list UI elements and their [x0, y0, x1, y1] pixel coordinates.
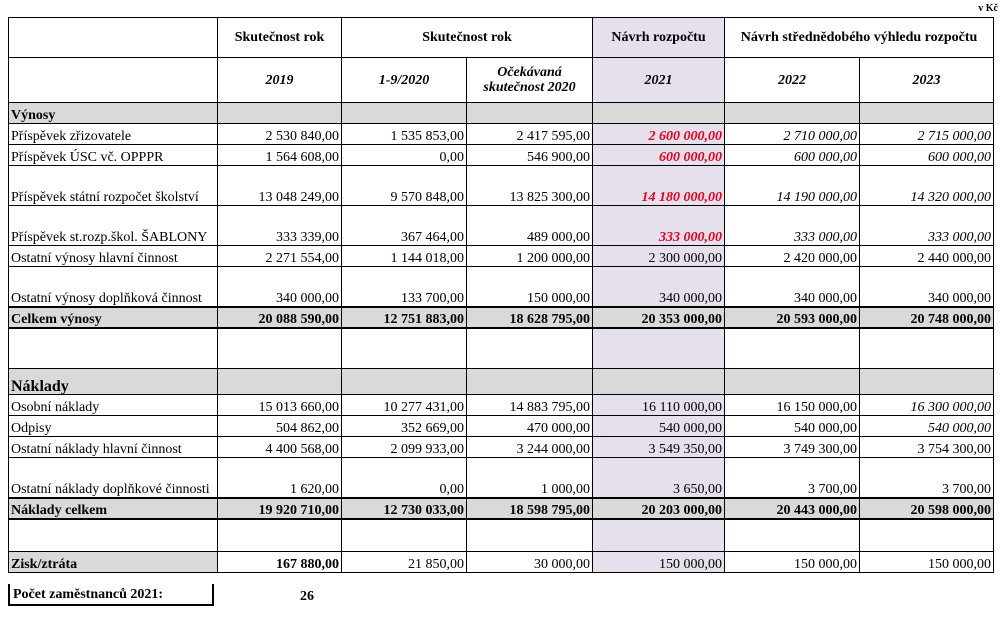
table-row — [9, 166, 994, 206]
income-total-row — [9, 307, 994, 328]
cell-value: 13 825 300,00 — [467, 166, 593, 206]
cell-value: 2 530 840,00 — [218, 124, 342, 145]
table-row — [9, 246, 994, 267]
spacer-row — [9, 519, 994, 552]
cell-value: 150 000,00 — [725, 552, 860, 573]
header-blank-2 — [9, 58, 218, 103]
section-costs-label: Náklady — [9, 369, 218, 395]
table-row — [9, 145, 994, 166]
cost-total-row — [9, 498, 994, 519]
cell-value: 1 620,00 — [218, 458, 342, 498]
cell-value: 12 751 883,00 — [342, 307, 467, 328]
cell-value: 14 190 000,00 — [725, 166, 860, 206]
cell-value: 2 420 000,00 — [725, 246, 860, 267]
cell-value: 600 000,00 — [860, 145, 994, 166]
header-period-2020: 1-9/2020 — [342, 58, 467, 103]
cell-value: 2 300 000,00 — [593, 246, 725, 267]
row-label: Zisk/ztráta — [9, 552, 218, 573]
employee-count-value: 26 — [300, 589, 314, 604]
cell-value: 20 443 000,00 — [725, 498, 860, 519]
employee-count-label: Počet zaměstnanců 2021: — [8, 584, 214, 606]
budget-table — [8, 17, 994, 573]
cell-value: 14 320 000,00 — [860, 166, 994, 206]
table-row — [9, 437, 994, 458]
cell-value: 150 000,00 — [467, 267, 593, 307]
cell-value: 150 000,00 — [860, 552, 994, 573]
cell-value: 2 271 554,00 — [218, 246, 342, 267]
spacer-row — [9, 328, 994, 369]
cell-value: 167 880,00 — [218, 552, 342, 573]
cell-value: 600 000,00 — [725, 145, 860, 166]
header-row-2 — [9, 58, 994, 103]
row-label: Náklady celkem — [9, 498, 218, 519]
cell-value: 12 730 033,00 — [342, 498, 467, 519]
header-year-2021: 2021 — [593, 58, 725, 103]
cell-value: 333 000,00 — [860, 206, 994, 246]
row-label: Odpisy — [9, 416, 218, 437]
row-label: Osobní náklady — [9, 395, 218, 416]
header-actual-2020: Skutečnost rok — [342, 18, 593, 58]
cell-value: 3 700,00 — [860, 458, 994, 498]
row-label: Příspěvek ÚSC vč. OPPPR — [9, 145, 218, 166]
row-label: Příspěvek státní rozpočet školství — [9, 166, 218, 206]
cell-value: 1 144 018,00 — [342, 246, 467, 267]
cell-value: 20 203 000,00 — [593, 498, 725, 519]
cell-value: 9 570 848,00 — [342, 166, 467, 206]
cell-value: 20 748 000,00 — [860, 307, 994, 328]
cell-value: 540 000,00 — [593, 416, 725, 437]
cell-value: 20 593 000,00 — [725, 307, 860, 328]
header-actual-2019: Skutečnost rok — [218, 18, 342, 58]
cell-value: 10 277 431,00 — [342, 395, 467, 416]
cell-value: 504 862,00 — [218, 416, 342, 437]
row-label: Ostatní náklady hlavní činnost — [9, 437, 218, 458]
cell-value: 16 150 000,00 — [725, 395, 860, 416]
cell-value: 3 749 300,00 — [725, 437, 860, 458]
cell-value: 470 000,00 — [467, 416, 593, 437]
cell-value: 2 417 595,00 — [467, 124, 593, 145]
table-row — [9, 416, 994, 437]
row-label: Ostatní výnosy doplňková činnost — [9, 267, 218, 307]
section-income-label: Výnosy — [9, 103, 218, 124]
cell-value: 16 110 000,00 — [593, 395, 725, 416]
cell-value: 1 200 000,00 — [467, 246, 593, 267]
cell-value: 4 400 568,00 — [218, 437, 342, 458]
section-income — [9, 103, 994, 124]
cell-value: 340 000,00 — [593, 267, 725, 307]
cell-value: 14 883 795,00 — [467, 395, 593, 416]
row-label: Příspěvek zřizovatele — [9, 124, 218, 145]
cell-value: 3 650,00 — [593, 458, 725, 498]
cell-value: 13 048 249,00 — [218, 166, 342, 206]
cell-value: 30 000,00 — [467, 552, 593, 573]
cell-value: 340 000,00 — [218, 267, 342, 307]
header-budget-proposal: Návrh rozpočtu — [593, 18, 725, 58]
cell-value: 340 000,00 — [860, 267, 994, 307]
cell-value: 1 000,00 — [467, 458, 593, 498]
cell-value: 20 088 590,00 — [218, 307, 342, 328]
row-label: Příspěvek st.rozp.škol. ŠABLONY — [9, 206, 218, 246]
header-row-1 — [9, 18, 994, 58]
cell-value: 21 850,00 — [342, 552, 467, 573]
cell-value: 1 535 853,00 — [342, 124, 467, 145]
cell-value: 18 598 795,00 — [467, 498, 593, 519]
cell-value: 340 000,00 — [725, 267, 860, 307]
header-year-2019: 2019 — [218, 58, 342, 103]
cell-value: 20 353 000,00 — [593, 307, 725, 328]
cell-value: 150 000,00 — [593, 552, 725, 573]
cell-value: 2 099 933,00 — [342, 437, 467, 458]
table-row — [9, 458, 994, 498]
section-costs — [9, 369, 994, 395]
header-expected-2020: Očekávaná skutečnost 2020 — [467, 58, 593, 103]
cell-value: 20 598 000,00 — [860, 498, 994, 519]
header-year-2022: 2022 — [725, 58, 860, 103]
row-label: Ostatní výnosy hlavní činnost — [9, 246, 218, 267]
cell-value: 333 339,00 — [218, 206, 342, 246]
table-row — [9, 124, 994, 145]
cell-value: 16 300 000,00 — [860, 395, 994, 416]
cell-value: 2 440 000,00 — [860, 246, 994, 267]
cell-value: 19 920 710,00 — [218, 498, 342, 519]
cell-value: 333 000,00 — [593, 206, 725, 246]
cell-value: 600 000,00 — [593, 145, 725, 166]
cell-value: 133 700,00 — [342, 267, 467, 307]
cell-value: 489 000,00 — [467, 206, 593, 246]
row-label: Ostatní náklady doplňkové činnosti — [9, 458, 218, 498]
header-year-2023: 2023 — [860, 58, 994, 103]
header-midterm-outlook: Návrh střednědobého výhledu rozpočtu — [725, 18, 994, 58]
currency-unit: v Kč — [978, 3, 998, 14]
profit-row — [9, 552, 994, 573]
cell-value: 0,00 — [342, 458, 467, 498]
cell-value: 2 710 000,00 — [725, 124, 860, 145]
cell-value: 333 000,00 — [725, 206, 860, 246]
cell-value: 18 628 795,00 — [467, 307, 593, 328]
row-label: Celkem výnosy — [9, 307, 218, 328]
cell-value: 2 600 000,00 — [593, 124, 725, 145]
cell-value: 2 715 000,00 — [860, 124, 994, 145]
cell-value: 546 900,00 — [467, 145, 593, 166]
table-row — [9, 395, 994, 416]
cell-value: 3 244 000,00 — [467, 437, 593, 458]
cell-value: 540 000,00 — [860, 416, 994, 437]
cell-value: 367 464,00 — [342, 206, 467, 246]
table-row — [9, 206, 994, 246]
cell-value: 352 669,00 — [342, 416, 467, 437]
cell-value: 3 700,00 — [725, 458, 860, 498]
cell-value: 3 754 300,00 — [860, 437, 994, 458]
table-row — [9, 267, 994, 307]
cell-value: 540 000,00 — [725, 416, 860, 437]
cell-value: 14 180 000,00 — [593, 166, 725, 206]
cell-value: 1 564 608,00 — [218, 145, 342, 166]
cell-value: 0,00 — [342, 145, 467, 166]
header-blank — [9, 18, 218, 58]
cell-value: 15 013 660,00 — [218, 395, 342, 416]
cell-value: 3 549 350,00 — [593, 437, 725, 458]
